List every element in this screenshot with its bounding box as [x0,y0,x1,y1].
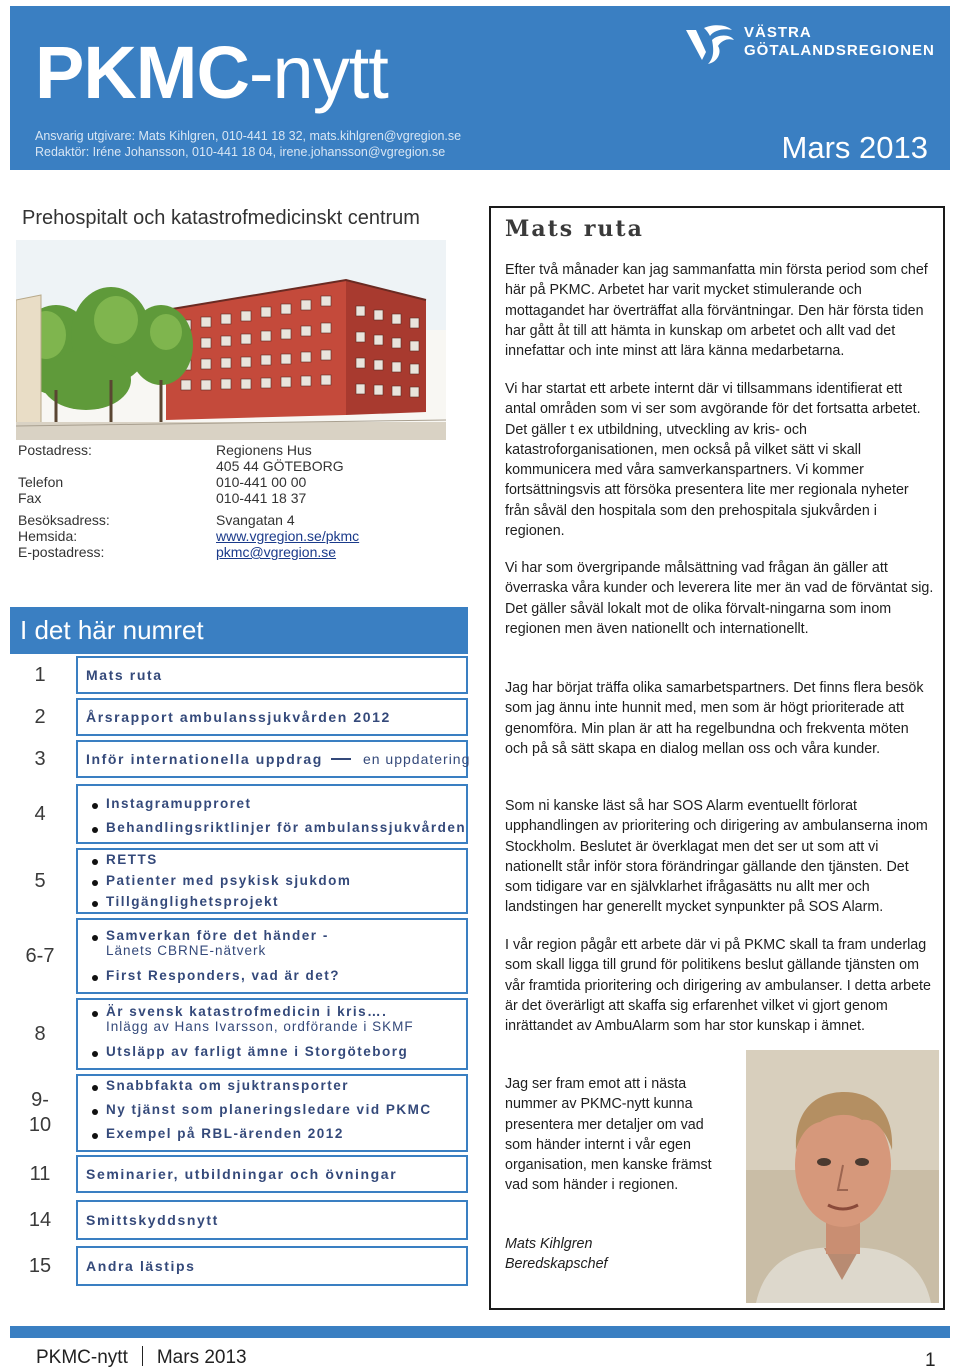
toc-entry-title: Inför internationella uppdrag [86,751,323,767]
publisher-line: Ansvarig utgivare: Mats Kihlgren, 010-441 18 32, mats.kihlgren@vgregion.se [35,129,462,143]
toc-row[interactable] [10,740,471,778]
toc-item-title: Samverkan före det händer - [106,928,329,943]
toc-bullet-item[interactable]: Behandlingsriktlinjer för ambulanssjukvården [92,820,466,844]
toc-bullet-list [92,796,466,844]
mats-paragraph [505,678,935,759]
visit-value: Svangatan 4 [216,512,295,528]
signature-title: Beredskapschef [505,1256,608,1273]
logo-text [744,24,935,60]
footer-bar [10,1326,950,1338]
toc-item-title: Är svensk katastrofmedicin i kris…. [106,1004,388,1019]
contact-postal-2 [18,458,458,475]
vgr-logo [682,22,942,72]
contact-fax [18,490,458,507]
toc-entry-title[interactable]: Smittskyddsnytt [86,1212,219,1228]
footer-divider [142,1346,143,1366]
paragraph-text: Vi har startat ett arbete internt där vi tillsammans identifierat ett antal områden som vi ser som avgörande för det fortsatta arbetet. Det gäller t ex utbildning, utveckling av kris- och katastroforganisationen, men också på vilket sätt vi skall kommunicera med våra samverkanspartners. Vi kommer fortsättningsvis att försöka presentera lite mer regionala nyheter från såväl den hospitala som den prehospitala sjukvården i regionen. [505,381,921,540]
toc-entry-box [76,740,471,778]
toc-entry-box [76,656,468,694]
contact-email [18,544,458,561]
toc-entry-title[interactable]: Årsrapport ambulanssjukvården 2012 [86,709,391,725]
page-number: 1 [925,1350,936,1371]
paragraph-text: Som ni kanske läst så har SOS Alarm eventuellt förlorat upphandlingen av prioritering och dirigering av ambulanserna inom Stockholm. Beslutet är överklagat men det ser ut som att vi nationellt står inför stora förändringar gällande den tjänsten. Det som tidigare var en självklarhet ifrågasätts nu allt mer och landstingen har generellt mycket synpunkter på SOS Alarm. [505,798,928,916]
paragraph-text: Vi har som övergripande målsättning vad frågan än gäller att överraska våra kunder och leverera lite mer än vad de förväntat sig. Det gäller såväl lokalt mot de olika förvalt-ningarna som inom regionen men även nationellt och internationellt. [505,560,934,637]
fax-value: 010-441 18 37 [216,490,307,506]
toc-entry-box [76,918,468,994]
toc-entry-box [76,1155,468,1193]
toc-page-number: 1 [34,663,46,686]
postal-label: Postadress: [18,442,92,458]
logo-line-2: GÖTALANDSREGIONEN [744,42,935,59]
toc-row[interactable] [10,1246,468,1286]
vgr-logo-mark [682,22,738,68]
toc-entry-title[interactable]: Seminarier, utbildningar och övningar [86,1166,398,1182]
masthead [10,6,950,170]
contact-visit [18,512,458,529]
email-link[interactable]: pkmc@vgregion.se [216,544,337,560]
contact-web [18,528,458,545]
postal-line-1: Regionens Hus [216,442,312,458]
footer-issue: Mars 2013 [156,1347,247,1368]
visit-label: Besöksadress: [18,512,110,528]
toc-bullet-item[interactable]: Exempel på RBL-ärenden 2012 [92,1126,432,1150]
toc-page-number: 4 [34,802,46,825]
building-illustration [16,240,446,440]
toc-row[interactable] [10,1155,468,1193]
portrait-photo [746,1050,939,1303]
toc-entry-box [76,784,468,844]
building-drawing [16,240,446,440]
toc-page-number: 3 [34,747,46,770]
contact-postal [18,442,458,459]
toc-page-number: 9- 10 [28,1089,52,1136]
toc-row[interactable] [10,656,468,694]
toc-heading: I det här numret [10,607,468,654]
toc-row[interactable] [10,784,468,844]
toc-bullet-item[interactable]: First Responders, vad är det? [92,968,340,988]
toc-bullet-item[interactable]: Utsläpp av farligt ämne i Storgöteborg [92,1044,414,1064]
toc-bullet-item[interactable]: Snabbfakta om sjuktransporter [92,1078,432,1102]
toc-bullet-list [92,1078,432,1150]
mats-paragraph [505,935,935,1036]
toc-bullet-list [92,1004,414,1064]
web-link[interactable]: www.vgregion.se/pkmc [216,528,360,544]
toc-entry-box [76,998,468,1070]
toc-row[interactable] [10,848,468,914]
web-label: Hemsida: [18,528,78,544]
email-label: E-postadress: [18,544,105,560]
toc-page-number: 11 [29,1162,51,1185]
footer-publication: PKMC-nytt [36,1347,128,1368]
toc-row[interactable] [10,1200,468,1240]
publisher-info [35,128,461,160]
toc-row[interactable] [10,998,468,1070]
dash-divider [331,758,351,760]
toc-page-number: 6-7 [25,944,55,967]
toc-entry-title[interactable]: Mats ruta [86,667,163,683]
toc-item-subtitle: Länets CBRNE-nätverk [106,943,267,958]
editor-line: Redaktör: Iréne Johansson, 010-441 18 04, irene.johansson@vgregion.se [35,145,446,159]
toc-bullet-item[interactable]: Ny tjänst som planeringsledare vid PKMC [92,1102,432,1126]
title-bold: PKMC [35,31,249,114]
signature [505,1234,721,1275]
mats-paragraph [505,379,935,541]
mats-paragraph [505,796,935,918]
mats-paragraph [505,1074,721,1196]
title-rest: -nytt [248,31,388,114]
toc-bullet-item[interactable]: Instagramupproret [92,796,466,820]
toc-page-number: 5 [34,869,46,892]
toc-bullet-item[interactable] [92,928,340,968]
paragraph-text: Efter två månader kan jag sammanfatta min första period som chef här på PKMC. Arbetet har varit mycket stimulerande och mottagandet har överträffat alla förväntningar. Den här första tiden har gått åt till att hämta in kunskap om arbetet och allt vad det innefattar och inte minst att lära känna medarbetarna. [505,262,928,360]
logo-line-1: VÄSTRA [744,24,812,41]
contact-phone [18,474,458,491]
toc-page-number: 15 [28,1254,52,1277]
toc-page-number: 2 [34,705,46,728]
toc-row[interactable] [10,918,468,994]
portrait-image [746,1050,939,1303]
issue-date: Mars 2013 [781,130,928,165]
toc-entry-box [76,1246,468,1286]
paragraph-text: Jag ser fram emot att i nästa nummer av PKMC-nytt kunna presentera mer detaljer om vad som händer internt i vår egen organisation, men kanske främst vad som händer i regionen. [505,1076,712,1194]
toc-item-subtitle: Inlägg av Hans Ivarsson, ordförande i SKMF [106,1019,414,1034]
toc-entry-title[interactable]: Andra lästips [86,1258,196,1274]
toc-entry-box [76,698,468,736]
toc-bullet-list [92,928,340,988]
mats-paragraph [505,260,935,361]
mats-ruta-title: Mats ruta [505,216,644,242]
toc-bullet-item[interactable]: Tillgänglighetsprojekt [92,894,351,915]
footer-label [36,1346,247,1369]
toc-row[interactable] [10,698,468,736]
newsletter-title [35,31,388,114]
toc-entry-line[interactable] [86,742,470,776]
toc-entry-box [76,1200,468,1240]
toc-entry-box [76,848,468,914]
unit-name: Prehospitalt och katastrofmedicinskt centrum [22,207,420,229]
toc-bullet-list [92,852,351,915]
paragraph-text: Jag har börjat träffa olika samarbetspartners. Det finns flera besök som jag ännu inte hunnit med, men som är högt prioriterade att genomföra. Min plan är att ha regelbundna och frekventa möten och på så sätt skapa en dialog mellan oss och våra kunder. [505,680,924,757]
phone-label: Telefon [18,474,64,490]
toc-page-number: 14 [28,1208,52,1231]
toc-entry-box [76,1074,468,1152]
toc-row[interactable] [10,1074,468,1152]
toc-page-number: 8 [34,1022,46,1045]
postal-line-2: 405 44 GÖTEBORG [216,458,344,474]
mats-ruta-box [489,206,945,1310]
mats-paragraph [505,558,935,639]
signature-name: Mats Kihlgren [505,1236,593,1252]
paragraph-text: I vår region pågår ett arbete där vi på PKMC skall ta fram underlag som skall ligga till grund för politikens beslut gällande tjänsten om vår framtida prioritering och dirigering av ambulanser. I detta arbete är det överärligt att skaffa sig erfarenhet vilket vi gjort genom inrättandet av AmbuAlarm som har stor kunskap i ämnet. [505,937,931,1035]
toc-bullet-item[interactable]: Patienter med psykisk sjukdom [92,873,351,894]
phone-value: 010-441 00 00 [216,474,307,490]
toc-bullet-item[interactable]: RETTS [92,852,351,873]
toc-bullet-item[interactable] [92,1004,414,1044]
toc-entry-subtitle: en uppdatering [362,751,471,767]
fax-label: Fax [18,490,42,506]
